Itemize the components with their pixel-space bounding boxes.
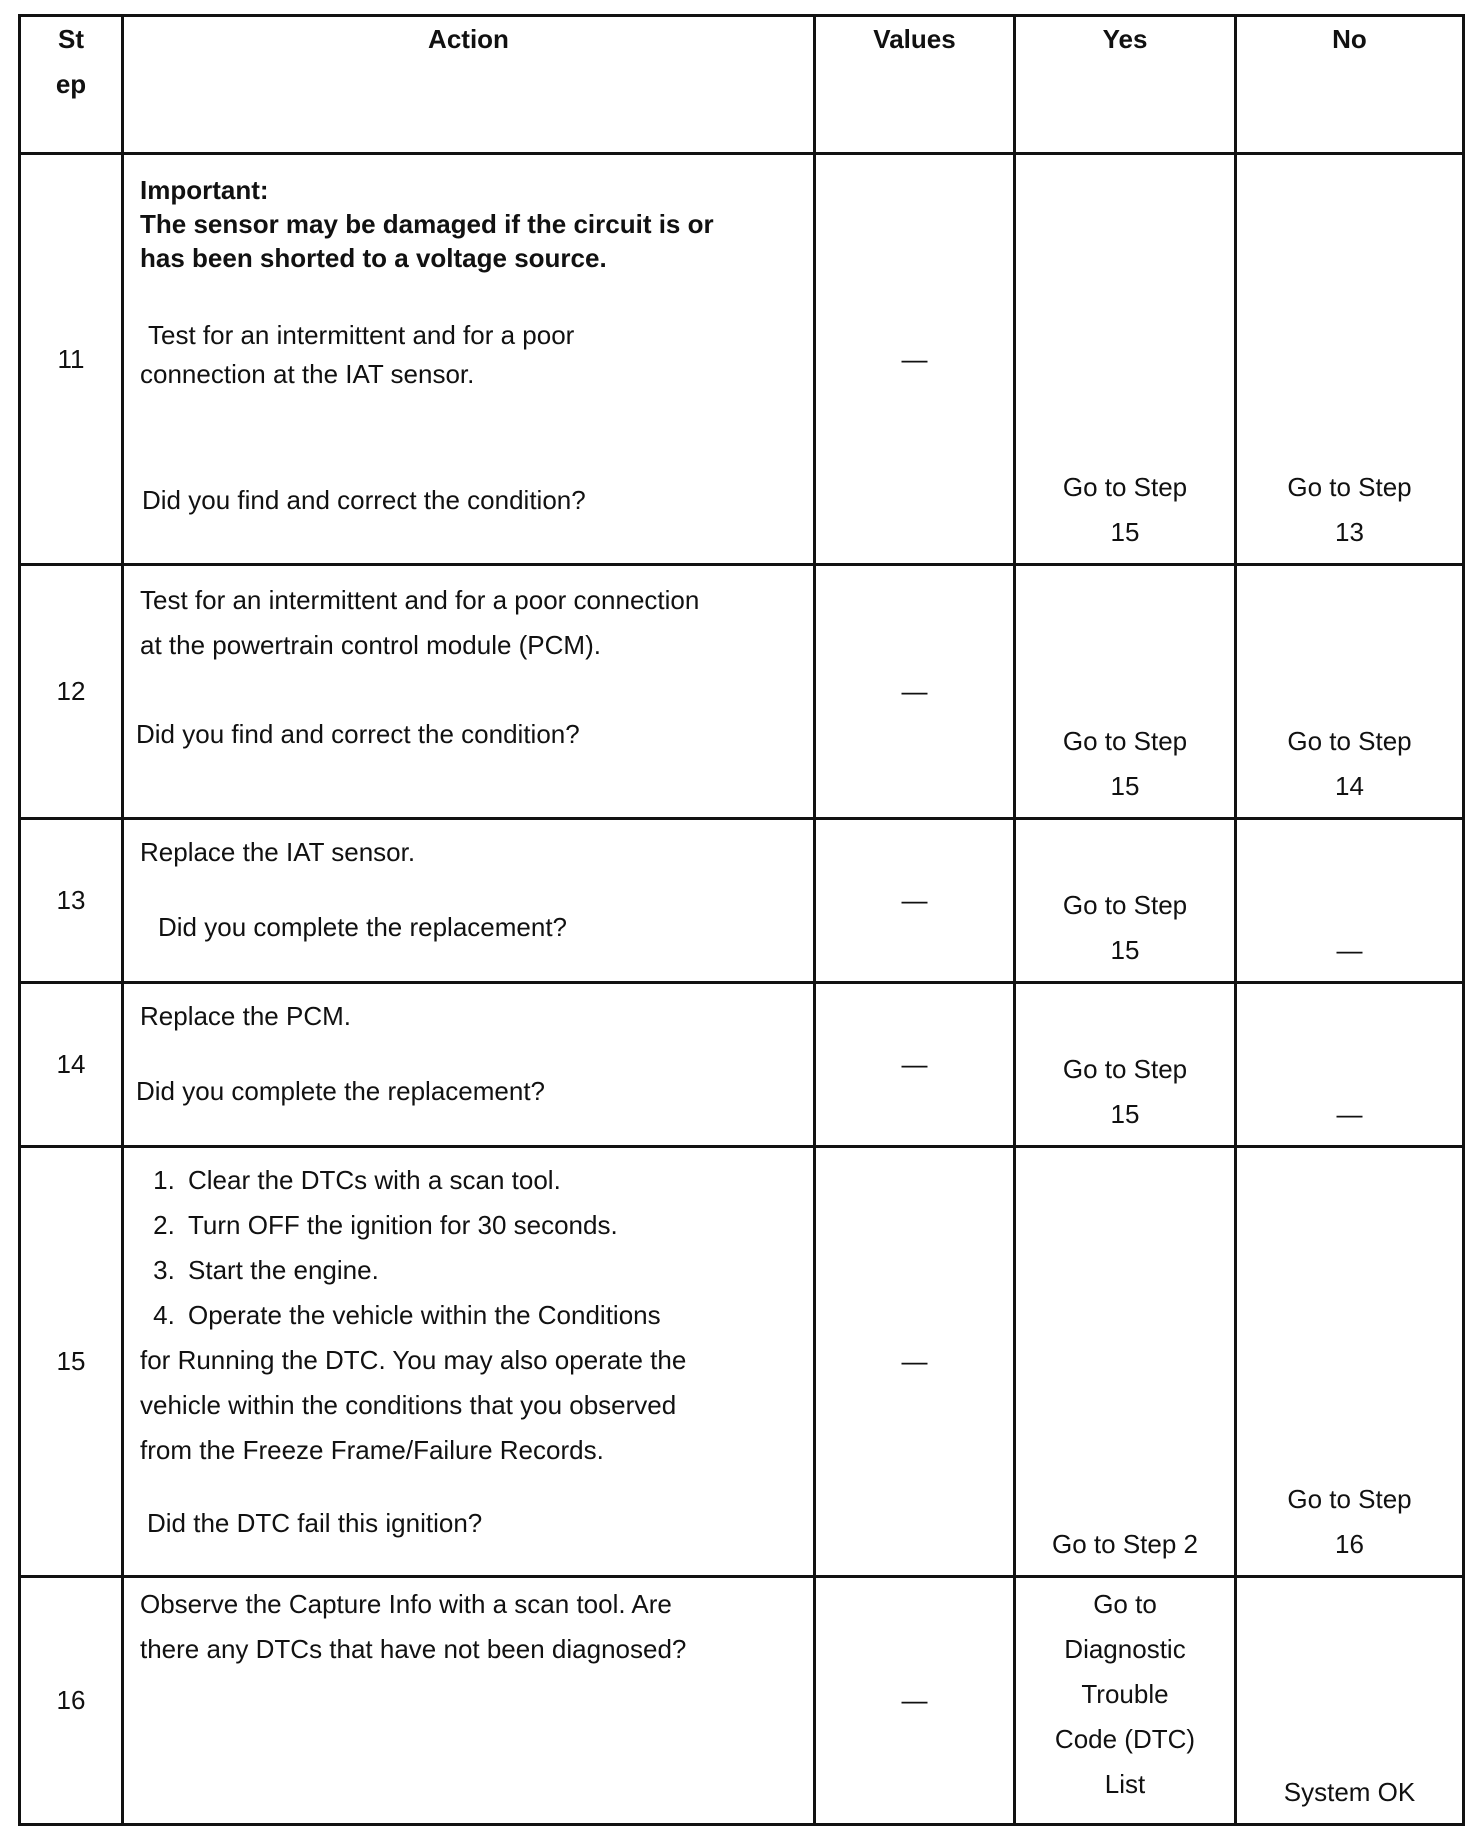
values-cell: — (815, 983, 1015, 1147)
table-row (20, 983, 1464, 1147)
action-text: Observe the Capture Info with a scan tool. Are (140, 1589, 672, 1619)
yes-text: Go to Step 2 (1052, 1529, 1198, 1559)
action-cell (123, 565, 815, 819)
step-number: 13 (20, 819, 123, 983)
step-number: 16 (20, 1577, 123, 1825)
list-item (140, 1293, 803, 1338)
step-number: 11 (20, 154, 123, 565)
header-action: Action (123, 16, 815, 154)
list-text: Start the engine. (188, 1255, 379, 1285)
values-cell: — (815, 565, 1015, 819)
action-cell (123, 1577, 815, 1825)
yes-text: Trouble (1081, 1679, 1169, 1709)
yes-text: 15 (1110, 1099, 1140, 1129)
no-text: — (1336, 935, 1363, 965)
table-row (20, 1577, 1464, 1825)
header-yes: Yes (1015, 16, 1236, 154)
step-number: 12 (20, 565, 123, 819)
header-step (20, 16, 123, 154)
yes-text: 15 (1110, 517, 1140, 547)
action-text: Test for an intermittent and for a poor connection (140, 585, 700, 615)
no-cell (1236, 565, 1464, 819)
header-step-line1: St (58, 24, 84, 54)
no-text: Go to Step (1287, 726, 1412, 756)
values-cell: — (815, 1147, 1015, 1577)
header-row (20, 16, 1464, 154)
header-no: No (1236, 16, 1464, 154)
list-text: Clear the DTCs with a scan tool. (188, 1165, 561, 1195)
no-cell (1236, 1577, 1464, 1825)
list-number: 1. (153, 1165, 175, 1195)
values-cell: — (815, 154, 1015, 565)
yes-cell (1015, 983, 1236, 1147)
list-number: 4. (153, 1300, 175, 1330)
table-row (20, 1147, 1464, 1577)
action-cell (123, 983, 815, 1147)
action-text: vehicle within the conditions that you observed (140, 1390, 677, 1420)
no-text: Go to Step (1287, 1484, 1412, 1514)
yes-text: List (1104, 1769, 1146, 1799)
values-cell: — (815, 1577, 1015, 1825)
list-number: 2. (153, 1210, 175, 1240)
table-row (20, 565, 1464, 819)
action-cell (123, 154, 815, 565)
action-text: Replace the PCM. (140, 1001, 351, 1031)
action-text: there any DTCs that have not been diagnosed? (140, 1634, 687, 1664)
action-question: Did you find and correct the condition? (136, 719, 580, 749)
header-values: Values (815, 16, 1015, 154)
list-item (140, 1203, 803, 1248)
yes-cell (1015, 1577, 1236, 1825)
yes-cell (1015, 819, 1236, 983)
yes-cell (1015, 1147, 1236, 1577)
action-question: Did the DTC fail this ignition? (147, 1508, 483, 1538)
no-text: 14 (1335, 771, 1364, 801)
action-cell (123, 819, 815, 983)
no-text: 16 (1335, 1529, 1364, 1559)
important-label: Important: (140, 175, 269, 205)
no-cell (1236, 154, 1464, 565)
no-text: — (1336, 1099, 1363, 1129)
step-number: 15 (20, 1147, 123, 1577)
important-text: The sensor may be damaged if the circuit is or (140, 209, 714, 239)
no-cell (1236, 819, 1464, 983)
no-cell (1236, 983, 1464, 1147)
step-number: 14 (20, 983, 123, 1147)
values-cell: — (815, 819, 1015, 983)
no-text: Go to Step (1287, 472, 1412, 502)
yes-text: Go to Step (1062, 1054, 1188, 1084)
yes-text: 15 (1110, 771, 1140, 801)
yes-cell (1015, 154, 1236, 565)
action-text: Replace the IAT sensor. (140, 837, 416, 867)
list-text: Operate the vehicle within the Conditions (188, 1300, 661, 1330)
action-text: from the Freeze Frame/Failure Records. (140, 1435, 604, 1465)
action-question: Did you find and correct the condition? (142, 485, 586, 515)
list-item (140, 1158, 803, 1203)
action-text: at the powertrain control module (PCM). (140, 630, 601, 660)
yes-text: Go to (1093, 1589, 1157, 1619)
yes-cell (1015, 565, 1236, 819)
yes-text: Go to Step (1062, 472, 1188, 502)
action-question: Did you complete the replacement? (136, 1076, 546, 1106)
list-text: Turn OFF the ignition for 30 seconds. (188, 1210, 618, 1240)
list-number: 3. (153, 1255, 175, 1285)
header-step-line2: ep (55, 69, 87, 99)
yes-text: 15 (1110, 935, 1140, 965)
action-text: connection at the IAT sensor. (140, 359, 475, 389)
action-question: Did you complete the replacement? (158, 912, 568, 942)
table-row (20, 154, 1464, 565)
important-text: has been shorted to a voltage source. (140, 243, 607, 273)
no-cell (1236, 1147, 1464, 1577)
no-text: 13 (1335, 517, 1364, 547)
action-text: Test for an intermittent and for a poor (148, 320, 575, 350)
yes-text: Diagnostic (1064, 1634, 1186, 1664)
action-cell (123, 1147, 815, 1577)
list-item (140, 1248, 803, 1293)
action-text: for Running the DTC. You may also operate the (140, 1345, 687, 1375)
yes-text: Go to Step (1062, 890, 1188, 920)
yes-text: Code (DTC) (1054, 1724, 1196, 1754)
yes-text: Go to Step (1062, 726, 1188, 756)
diagnostic-table (18, 14, 1465, 1826)
table-row (20, 819, 1464, 983)
no-text: System OK (1283, 1777, 1416, 1807)
